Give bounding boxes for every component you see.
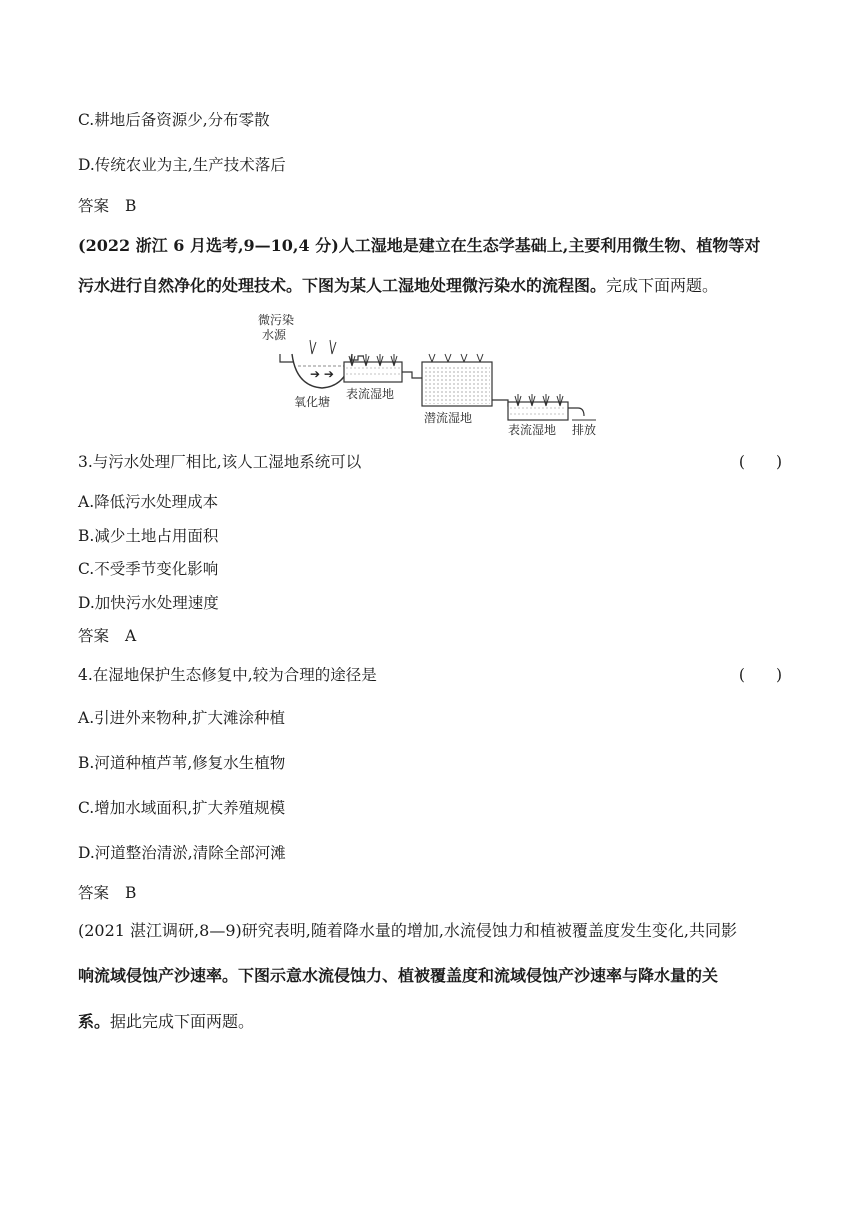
intro1-line2-rest: 完成下面两题。: [606, 276, 719, 295]
intro2-line3-rest: 据此完成下面两题。: [110, 1012, 255, 1031]
q4-option-a: A.引进外来物种,扩大滩涂种植: [78, 709, 286, 727]
option-c-prev: C.耕地后备资源少,分布零散: [78, 111, 270, 129]
q4-option-c: C.增加水域面积,扩大养殖规模: [78, 799, 286, 817]
diagram-label-surface-2: 表流湿地: [508, 423, 557, 437]
pond-arrows: ➔ ➔: [310, 367, 334, 381]
q4-option-d: D.河道整治清淤,清除全部河滩: [78, 844, 286, 862]
answer-value: B: [125, 884, 137, 902]
wetland-flow-diagram: [252, 310, 612, 440]
q3-option-c: C.不受季节变化影响: [78, 560, 219, 578]
answer-value: B: [125, 197, 137, 215]
answer-value: A: [125, 627, 137, 645]
diagram-label-subsurface: 潜流湿地: [424, 411, 473, 425]
intro2-line3-bold: 系。: [78, 1012, 111, 1031]
q3-option-d: D.加快污水处理速度: [78, 594, 219, 612]
intro2-line3: [78, 1012, 254, 1032]
q4-answer-bracket: ( ): [738, 666, 782, 684]
diagram-label-source-2: 水源: [262, 328, 287, 342]
intro1-line2-bold: 污水进行自然净化的处理技术。下图为某人工湿地处理微污染水的流程图。: [78, 276, 607, 295]
diagram-label-source-1: 微污染: [258, 313, 295, 327]
diagram-label-discharge: 排放: [572, 423, 597, 437]
answer-label: 答案: [78, 884, 110, 902]
intro2-line2: 响流域侵蚀产沙速率。下图示意水流侵蚀力、植被覆盖度和流域侵蚀产沙速率与降水量的关: [78, 966, 719, 985]
intro1-line1: (2022 浙江 6 月选考,9—10,4 分)人工湿地是建立在生态学基础上,主要利用微生物、植物等对: [78, 236, 761, 255]
answer-label: 答案: [78, 197, 110, 215]
q3-answer-bracket: ( ): [738, 453, 782, 471]
q3-option-b: B.减少土地占用面积: [78, 527, 219, 545]
option-d-prev: D.传统农业为主,生产技术落后: [78, 156, 286, 174]
plants-2: [429, 354, 483, 362]
discharge-pipe: [568, 408, 584, 416]
answer-prev: [78, 196, 136, 216]
q3-option-a: A.降低污水处理成本: [78, 493, 219, 511]
answer-label: 答案: [78, 627, 110, 645]
intro2-line1: (2021 湛江调研,8—9)研究表明,随着降水量的增加,水流侵蚀力和植被覆盖度发生变化,共同影: [78, 921, 737, 940]
q4-answer: [78, 883, 136, 903]
diagram-label-surface-1: 表流湿地: [346, 387, 395, 401]
q3-answer: [78, 626, 136, 646]
surface-wetland-2: [508, 402, 568, 420]
q4-option-b: B.河道种植芦苇,修复水生植物: [78, 754, 286, 772]
q3-stem: 3.与污水处理厂相比,该人工湿地系统可以: [78, 453, 362, 471]
diagram-label-pond: 氧化塘: [294, 395, 331, 409]
q4-stem: 4.在湿地保护生态修复中,较为合理的途径是: [78, 666, 377, 684]
intro1-line2: [78, 276, 718, 296]
